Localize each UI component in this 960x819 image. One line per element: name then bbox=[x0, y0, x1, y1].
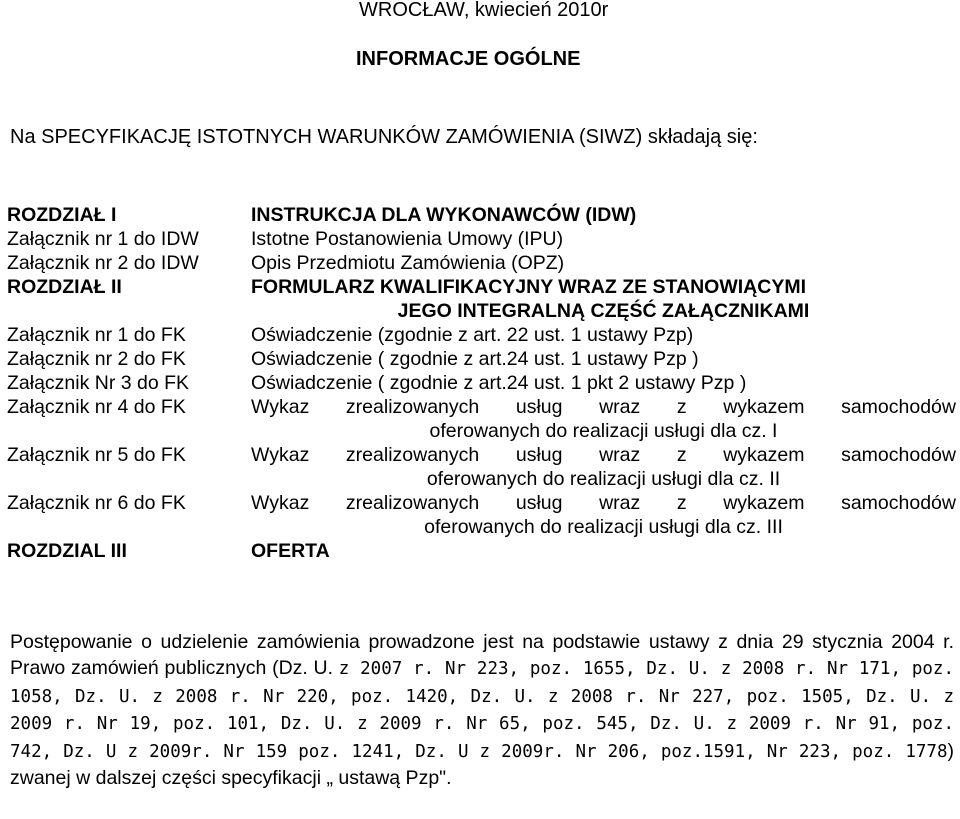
paragraph-part-1: Postępowanie o udzielenie zamówienia prowadzone jest na podstawie ustawy z dnia 29 stycznia 2004 r. Prawo zamówień publicznych (Dz. U. bbox=[10, 631, 954, 680]
section-title-line-2: JEGO INTEGRALNĄ CZĘŚĆ ZAŁĄCZNIKAMI bbox=[397, 300, 810, 322]
attachment-label: Załącznik nr 1 do IDW bbox=[7, 228, 199, 250]
paragraph-part-3: ) zwanej w dalszej części specyfikacji „ ustawą Pzp". bbox=[10, 739, 954, 790]
attachment-label: Załącznik nr 6 do FK bbox=[7, 492, 186, 514]
table-row bbox=[4, 251, 956, 275]
paragraph-citations: z 2007 r. Nr 223, poz. 1655, Dz. U. z 2008 r. Nr 171, poz. 1058, Dz. U. z 2008 r. Nr 220, poz. 1420, Dz. U. z 2008 r. Nr 227, poz. 1505, Dz. U. z 2009 r. Nr 19, poz. 101, Dz. U. z 2009 r. Nr 65, poz. 545, Dz. U. z 2009 r. Nr 91, poz. 742, Dz. U z 2009r. Nr 159 poz. 1241, Dz. U z 2009r. Nr 206, poz.1591, Nr 223, poz. 1778 bbox=[10, 659, 954, 762]
attachment-label: Załącznik Nr 3 do FK bbox=[7, 372, 190, 394]
attachment-label: Załącznik nr 1 do FK bbox=[7, 324, 186, 346]
section-label: ROZDZIAŁ II bbox=[7, 276, 122, 298]
attachment-label: Załącznik nr 5 do FK bbox=[7, 444, 186, 466]
table-row bbox=[4, 539, 956, 563]
table-row bbox=[4, 443, 956, 491]
attachment-title: Opis Przedmiotu Zamówienia (OPZ) bbox=[251, 252, 565, 274]
page-heading: INFORMACJE OGÓLNE bbox=[356, 48, 581, 70]
section-label: ROZDZIAŁ I bbox=[7, 204, 117, 226]
section-title: OFERTA bbox=[251, 540, 330, 562]
table-row bbox=[4, 227, 956, 251]
attachment-label: Załącznik nr 2 do FK bbox=[7, 348, 186, 370]
attachment-title-line-1: Wykaz zrealizowanych usług wraz z wykazem samochodów bbox=[251, 492, 956, 514]
date-line: WROCŁAW, kwiecień 2010r bbox=[359, 0, 609, 21]
attachment-title-line-2: oferowanych do realizacji usługi dla cz. III bbox=[424, 516, 783, 538]
table-row bbox=[4, 347, 956, 371]
attachment-label: Załącznik nr 2 do IDW bbox=[7, 252, 199, 274]
table-row bbox=[4, 491, 956, 539]
table-row bbox=[4, 275, 956, 323]
section-title-line-1: FORMULARZ KWALIFIKACYJNY WRAZ ZE STANOWIĄCYMI bbox=[251, 276, 806, 298]
attachment-title bbox=[242, 395, 956, 443]
attachment-title-line-1: Wykaz zrealizowanych usług wraz z wykazem samochodów bbox=[251, 396, 956, 418]
attachment-title bbox=[242, 491, 956, 539]
table-row bbox=[4, 203, 956, 227]
section-title: INSTRUKCJA DLA WYKONAWCÓW (IDW) bbox=[251, 204, 637, 226]
legal-basis-paragraph bbox=[10, 629, 954, 791]
section-label: ROZDZIAL III bbox=[7, 540, 127, 562]
contents-table bbox=[4, 203, 956, 563]
attachment-title: Oświadczenie (zgodnie z art. 22 ust. 1 ustawy Pzp) bbox=[251, 324, 694, 346]
attachment-title: Oświadczenie ( zgodnie z art.24 ust. 1 pkt 2 ustawy Pzp ) bbox=[251, 372, 747, 394]
intro-text: Na SPECYFIKACJĘ ISTOTNYCH WARUNKÓW ZAMÓWIENIA (SIWZ) składają się: bbox=[10, 126, 758, 148]
section-title bbox=[242, 275, 956, 323]
attachment-label: Załącznik nr 4 do FK bbox=[7, 396, 186, 418]
attachment-title-line-2: oferowanych do realizacji usługi dla cz. II bbox=[426, 468, 781, 490]
attachment-title: Oświadczenie ( zgodnie z art.24 ust. 1 ustawy Pzp ) bbox=[251, 348, 699, 370]
attachment-title bbox=[242, 443, 956, 491]
table-row bbox=[4, 395, 956, 443]
attachment-title-line-2: oferowanych do realizacji usługi dla cz. I bbox=[429, 420, 778, 442]
attachment-title-line-1: Wykaz zrealizowanych usług wraz z wykazem samochodów bbox=[251, 444, 956, 466]
table-row bbox=[4, 323, 956, 347]
table-row bbox=[4, 371, 956, 395]
attachment-title: Istotne Postanowienia Umowy (IPU) bbox=[251, 228, 564, 250]
